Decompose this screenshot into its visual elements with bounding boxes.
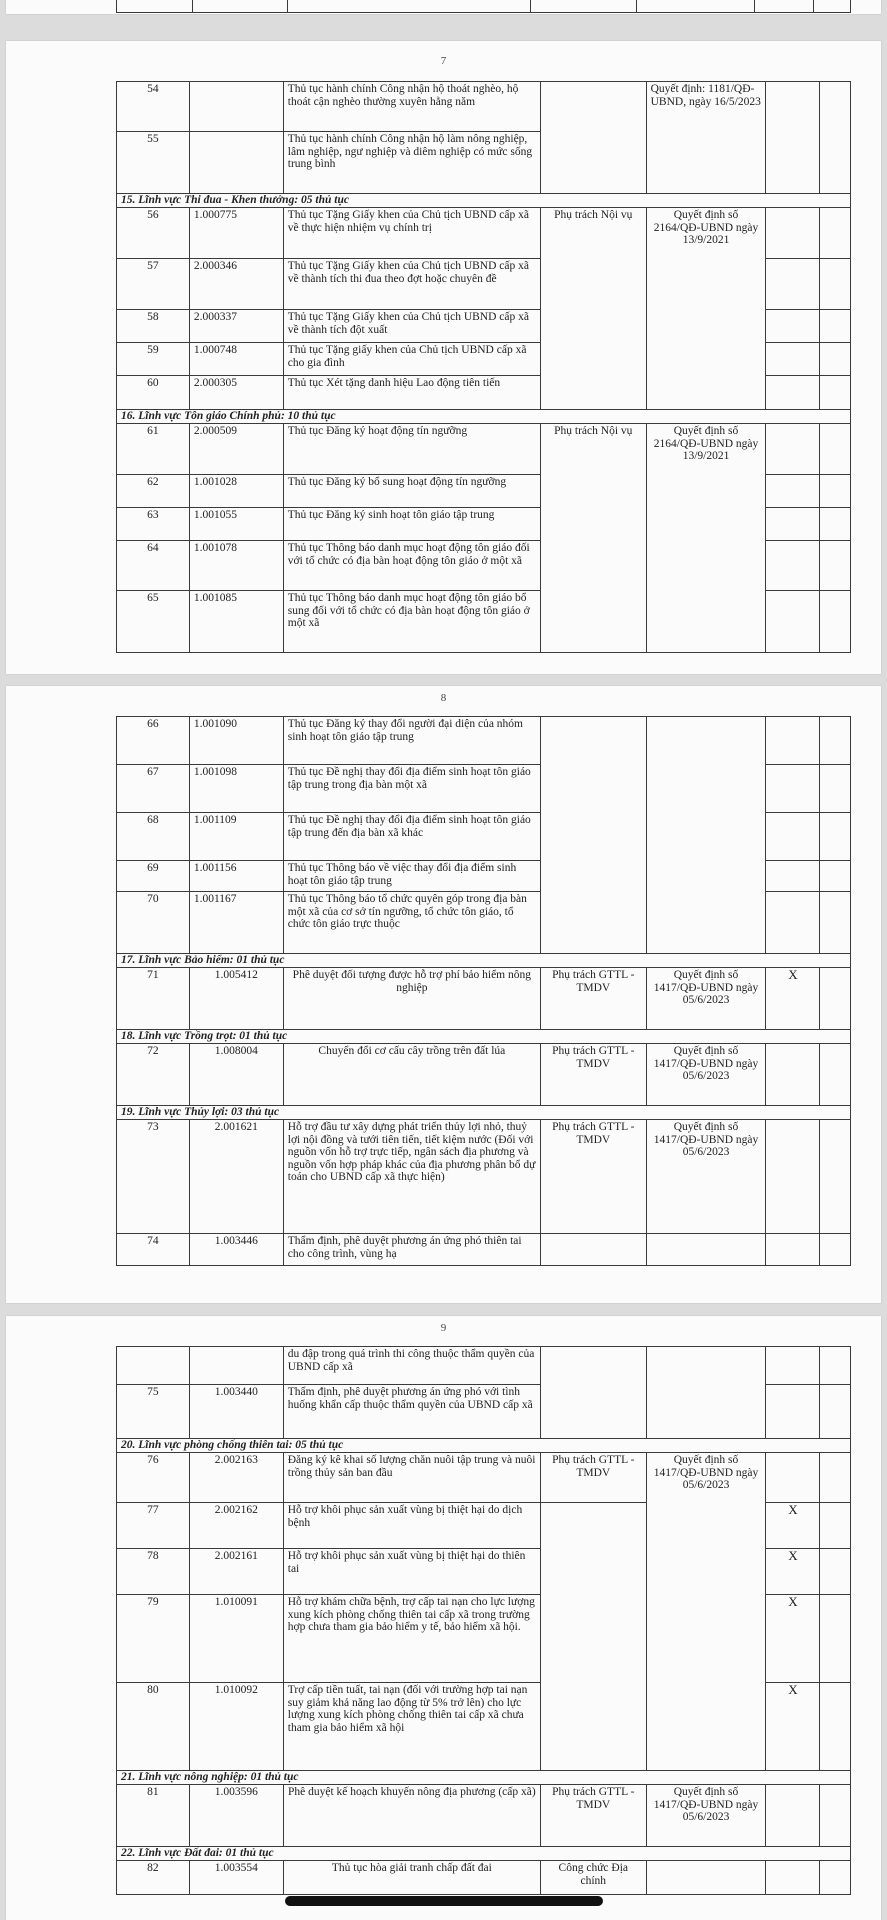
procedure-name: Thủ tục Tặng giấy khen của Chủ tịch UBND cấp xã cho gia đình: [283, 343, 540, 376]
procedure-name: Thủ tục Thông báo về việc thay đổi địa điểm sinh hoạt tôn giáo tập trung: [283, 861, 540, 892]
procedure-name: Đăng ký kê khai số lượng chăn nuôi tập trung và nuôi trồng thủy sản ban đầu: [283, 1453, 540, 1503]
section-heading: 17. Lĩnh vực Bảo hiểm: 01 thủ tục: [117, 954, 851, 968]
procedure-name: Thủ tục Tặng Giấy khen của Chủ tịch UBND cấp xã về thực hiện nhiệm vụ chính trị: [283, 208, 540, 259]
section-heading: 18. Lĩnh vực Trồng trọt: 01 thủ tục: [117, 1030, 851, 1044]
table-row: 71 1.005412 Phê duyệt đối tượng được hỗ trợ phí bảo hiểm nông nghiệp Phụ trách GTTL - TMDV Quyết định số 1417/QĐ-UBND ngày 05/6/2023 X: [117, 968, 851, 1030]
agency-cell: Phụ trách GTTL - TMDV: [540, 1044, 646, 1106]
procedure-name: Thủ tục hành chính Công nhận hộ thoát nghèo, hộ thoát cận nghèo thường xuyên hằng năm: [283, 82, 540, 132]
procedures-table: [116, 716, 851, 1266]
decision-cell: Quyết định số 1417/QĐ-UBND ngày 05/6/2023: [646, 1120, 766, 1234]
section-heading: 16. Lĩnh vực Tôn giáo Chính phủ: 10 thủ tục: [117, 410, 851, 424]
table-row: [117, 1347, 851, 1385]
table-row: 61 2.000509 Thủ tục Đăng ký hoạt động tín ngưỡng Phụ trách Nội vụ Quyết định số 2164/QĐ-UBND ngày 13/9/2021: [117, 424, 851, 475]
table-row: 58 2.000337 Thủ tục Tặng Giấy khen của Chủ tịch UBND cấp xã về thành tích đột xuất: [117, 310, 851, 343]
table-row: 82 1.003554 Thủ tục hòa giải tranh chấp đất đai Công chức Địa chính: [117, 1861, 851, 1895]
procedure-name: Trợ cấp tiền tuất, tai nạn (đối với trường hợp tai nạn suy giảm khả năng lao động từ 5% trở lên) cho lực lượng xung kích phòng chống thiên tai cấp xã chưa tham gia bảo hiểm xã hội: [283, 1683, 540, 1771]
decision-cell: Quyết định số 1417/QĐ-UBND ngày 05/6/2023: [646, 1453, 766, 1771]
procedure-name: Thủ tục Đề nghị thay đổi địa điểm sinh hoạt tôn giáo tập trung đến địa bàn xã khác: [283, 813, 540, 861]
mark-x: X: [766, 1549, 820, 1595]
procedure-name: Thủ tục Tặng Giấy khen của Chủ tịch UBND cấp xã về thành tích thi đua theo đợt hoặc chuyên đề: [283, 259, 540, 310]
section-heading: 21. Lĩnh vực nông nghiệp: 01 thủ tục: [117, 1771, 851, 1785]
procedure-name: Thẩm định, phê duyệt phương án ứng phó thiên tai cho công trình, vùng hạ: [283, 1234, 540, 1266]
table-row: 67 1.001098 Thủ tục Đề nghị thay đổi địa điểm sinh hoạt tôn giáo tập trung trong địa bàn một xã: [117, 765, 851, 813]
procedure-name: Thủ tục Đăng ký thay đổi người đại diện của nhóm sinh hoạt tôn giáo tập trung: [283, 717, 540, 765]
decision-cell: Quyết định: 1181/QĐ-UBND, ngày 16/5/2023: [646, 82, 766, 194]
procedure-name: Thủ tục Đăng ký hoạt động tín ngưỡng: [283, 424, 540, 475]
decision-cell: Quyết định số 1417/QĐ-UBND ngày 05/6/2023: [646, 968, 766, 1030]
procedures-table: [116, 1346, 851, 1895]
procedure-name: Hỗ trợ khôi phục sản xuất vùng bị thiệt hại do thiên tai: [283, 1549, 540, 1595]
procedure-name: Chuyển đổi cơ cấu cây trồng trên đất lúa: [283, 1044, 540, 1106]
table-row: 77 2.002162 Hỗ trợ khôi phục sản xuất vùng bị thiệt hại do dịch bệnh X: [117, 1503, 851, 1549]
table-row: 78 2.002161 Hỗ trợ khôi phục sản xuất vùng bị thiệt hại do thiên tai X: [117, 1549, 851, 1595]
home-indicator[interactable]: [285, 1896, 603, 1906]
procedure-name: Thủ tục Thông báo danh mục hoạt động tôn giáo bổ sung đối với tổ chức có địa bàn hoạt động tôn giáo ở một xã: [283, 591, 540, 653]
procedure-name: Thủ tục Xét tặng danh hiệu Lao động tiên tiến: [283, 376, 540, 410]
prev-table-fragment: [116, 0, 851, 13]
table-row: 81 1.003596 Phê duyệt kế hoạch khuyến nông địa phương (cấp xã) Phụ trách GTTL - TMDV Quyết định số 1417/QĐ-UBND ngày 05/6/2023: [117, 1785, 851, 1847]
agency-cell: Phụ trách GTTL - TMDV: [540, 968, 646, 1030]
table-row: 59 1.000748 Thủ tục Tặng giấy khen của Chủ tịch UBND cấp xã cho gia đình: [117, 343, 851, 376]
procedure-name: Phê duyệt kế hoạch khuyến nông địa phương (cấp xã): [283, 1785, 540, 1847]
document-page-9: [6, 1316, 881, 1920]
table-row: 64 1.001078 Thủ tục Thông báo danh mục hoạt động tôn giáo đối với tổ chức có địa bàn hoạt động tôn giáo ở một xã: [117, 541, 851, 591]
section-heading: 22. Lĩnh vực Đất đai: 01 thủ tục: [117, 1847, 851, 1861]
decision-cell: [646, 1861, 766, 1895]
table-row: 76 2.002163 Đăng ký kê khai số lượng chăn nuôi tập trung và nuôi trồng thủy sản ban đầu Phụ trách GTTL - TMDV Quyết định số 1417/QĐ-UBND ngày 05/6/2023: [117, 1453, 851, 1503]
procedure-name: Thủ tục hành chính Công nhận hộ làm nông nghiệp, lâm nghiệp, ngư nghiệp và diêm nghiệp có mức sống trung bình: [283, 132, 540, 194]
table-row: 56 1.000775 Thủ tục Tặng Giấy khen của Chủ tịch UBND cấp xã về thực hiện nhiệm vụ chính trị Phụ trách Nội vụ Quyết định số 2164/QĐ-UBND ngày 13/9/2021: [117, 208, 851, 259]
mark-x: X: [766, 968, 820, 1030]
table-row: 70 1.001167 Thủ tục Thông báo tổ chức quyên góp trong địa bàn một xã của cơ sở tín ngưỡng, tổ chức tôn giáo, tổ chức tôn giáo trực thuộc: [117, 892, 851, 954]
agency-cell: Phụ trách Nội vụ: [540, 208, 646, 410]
procedure-name: Thủ tục hòa giải tranh chấp đất đai: [283, 1861, 540, 1895]
table-row: 66 1.001090 Thủ tục Đăng ký thay đổi người đại diện của nhóm sinh hoạt tôn giáo tập trung: [117, 717, 851, 765]
agency-cell: Công chức Địa chính: [540, 1861, 646, 1895]
table-row: 60 2.000305 Thủ tục Xét tặng danh hiệu Lao động tiên tiến: [117, 376, 851, 410]
procedure-name: Thủ tục Đăng ký sinh hoạt tôn giáo tập trung: [283, 508, 540, 541]
table-row: 57 2.000346 Thủ tục Tặng Giấy khen của Chủ tịch UBND cấp xã về thành tích thi đua theo đợt hoặc chuyên đề: [117, 259, 851, 310]
procedure-name: Hỗ trợ khôi phục sản xuất vùng bị thiệt hại do dịch bệnh: [283, 1503, 540, 1549]
decision-cell: Quyết định số 1417/QĐ-UBND ngày 05/6/2023: [646, 1044, 766, 1106]
agency-cell: Phụ trách GTTL - TMDV: [540, 1785, 646, 1847]
document-page-8: [6, 686, 881, 1303]
section-heading: 20. Lĩnh vực phòng chống thiên tai: 05 thủ tục: [117, 1439, 851, 1453]
section-heading: 19. Lĩnh vực Thủy lợi: 03 thủ tục: [117, 1106, 851, 1120]
decision-cell: Quyết định số 2164/QĐ-UBND ngày 13/9/2021: [646, 208, 766, 410]
procedures-table: [116, 81, 851, 653]
procedure-name: Thủ tục Đăng ký bổ sung hoạt động tín ngưỡng: [283, 475, 540, 508]
mark-x: X: [766, 1595, 820, 1683]
mark-x: X: [766, 1683, 820, 1771]
agency-cell: Phụ trách GTTL - TMDV: [540, 1453, 646, 1503]
procedure-name: Thủ tục Thông báo tổ chức quyên góp trong địa bàn một xã của cơ sở tín ngưỡng, tổ chức tôn giáo, tổ chức tôn giáo trực thuộc: [283, 892, 540, 954]
table-row: 80 1.010092 Trợ cấp tiền tuất, tai nạn (đối với trường hợp tai nạn suy giảm khả năng lao động từ 5% trở lên) cho lực lượng xung kích phòng chống thiên tai cấp xã chưa tham gia bảo hiểm xã hội X: [117, 1683, 851, 1771]
agency-cell: Phụ trách GTTL - TMDV: [540, 1120, 646, 1234]
procedure-name: Thủ tục Đề nghị thay đổi địa điểm sinh hoạt tôn giáo tập trung trong địa bàn một xã: [283, 765, 540, 813]
table-row: 55 Thủ tục hành chính Công nhận hộ làm nông nghiệp, lâm nghiệp, ngư nghiệp và diêm nghiệp có mức sống trung bình: [117, 132, 851, 194]
procedure-name: Thẩm định, phê duyệt phương án ứng phó với tình huống khẩn cấp thuộc thẩm quyền của UBND cấp xã: [283, 1385, 540, 1439]
table-row: 79 1.010091 Hỗ trợ khám chữa bệnh, trợ cấp tai nạn cho lực lượng xung kích phòng chống thiên tai cấp xã trong trường hợp chưa tham gia bảo hiểm y tế, bảo hiểm xã hội. X: [117, 1595, 851, 1683]
agency-cell: Phụ trách Nội vụ: [540, 424, 646, 653]
mark-x: X: [766, 1503, 820, 1549]
decision-cell: Quyết định số 2164/QĐ-UBND ngày 13/9/2021: [646, 424, 766, 653]
table-row: 63 1.001055 Thủ tục Đăng ký sinh hoạt tôn giáo tập trung: [117, 508, 851, 541]
procedure-name: Hỗ trợ đầu tư xây dựng phát triển thủy lợi nhỏ, thuỷ lợi nội đồng và tưới tiên tiến, tiết kiệm nước (Đối với nguồn vốn hỗ trợ trực tiếp, ngân sách địa phương và nguồn vốn hợp pháp khác của địa phương phân bổ dự toán cho UBND cấp xã thực hiện): [283, 1120, 540, 1234]
procedure-name: Phê duyệt đối tượng được hỗ trợ phí bảo hiểm nông nghiệp: [283, 968, 540, 1030]
procedure-name: Thủ tục Thông báo danh mục hoạt động tôn giáo đối với tổ chức có địa bàn hoạt động tôn giáo ở một xã: [283, 541, 540, 591]
table-row: 74 1.003446 Thẩm định, phê duyệt phương án ứng phó thiên tai cho công trình, vùng hạ: [117, 1234, 851, 1266]
page-number: 8: [440, 692, 447, 704]
previous-page-fragment: [6, 0, 881, 14]
page-number: 7: [440, 55, 447, 67]
decision-cell: Quyết định số 1417/QĐ-UBND ngày 05/6/2023: [646, 1785, 766, 1847]
document-page-7: [6, 41, 881, 674]
table-row: 54 Thủ tục hành chính Công nhận hộ thoát nghèo, hộ thoát cận nghèo thường xuyên hằng năm Quyết định: 1181/QĐ-UBND, ngày 16/5/2023: [117, 82, 851, 132]
table-row: 65 1.001085 Thủ tục Thông báo danh mục hoạt động tôn giáo bổ sung đối với tổ chức có địa bàn hoạt động tôn giáo ở một xã: [117, 591, 851, 653]
procedure-name: Hỗ trợ khám chữa bệnh, trợ cấp tai nạn cho lực lượng xung kích phòng chống thiên tai cấp xã trong trường hợp chưa tham gia bảo hiểm y tế, bảo hiểm xã hội.: [283, 1595, 540, 1683]
table-row: 68 1.001109 Thủ tục Đề nghị thay đổi địa điểm sinh hoạt tôn giáo tập trung đến địa bàn xã khác: [117, 813, 851, 861]
section-heading: 15. Lĩnh vực Thi đua - Khen thưởng: 05 thủ tục: [117, 194, 851, 208]
table-row: 73 2.001621 Hỗ trợ đầu tư xây dựng phát triển thủy lợi nhỏ, thuỷ lợi nội đồng và tưới tiên tiến, tiết kiệm nước (Đối với nguồn vốn hỗ trợ trực tiếp, ngân sách địa phương và nguồn vốn hợp pháp khác của địa phương phân bổ dự toán cho UBND cấp xã thực hiện) Phụ trách GTTL - TMDV Quyết định số 1417/QĐ-UBND ngày 05/6/2023: [117, 1120, 851, 1234]
procedure-name: du đập trong quá trình thi công thuộc thẩm quyền của UBND cấp xã: [283, 1347, 540, 1385]
table-row: 62 1.001028 Thủ tục Đăng ký bổ sung hoạt động tín ngưỡng: [117, 475, 851, 508]
table-row: 72 1.008004 Chuyển đổi cơ cấu cây trồng trên đất lúa Phụ trách GTTL - TMDV Quyết định số 1417/QĐ-UBND ngày 05/6/2023: [117, 1044, 851, 1106]
page-number: 9: [440, 1322, 447, 1334]
procedure-name: Thủ tục Tặng Giấy khen của Chủ tịch UBND cấp xã về thành tích đột xuất: [283, 310, 540, 343]
table-row: 75 1.003440 Thẩm định, phê duyệt phương án ứng phó với tình huống khẩn cấp thuộc thẩm quyền của UBND cấp xã: [117, 1385, 851, 1439]
table-row: 69 1.001156 Thủ tục Thông báo về việc thay đổi địa điểm sinh hoạt tôn giáo tập trung: [117, 861, 851, 892]
